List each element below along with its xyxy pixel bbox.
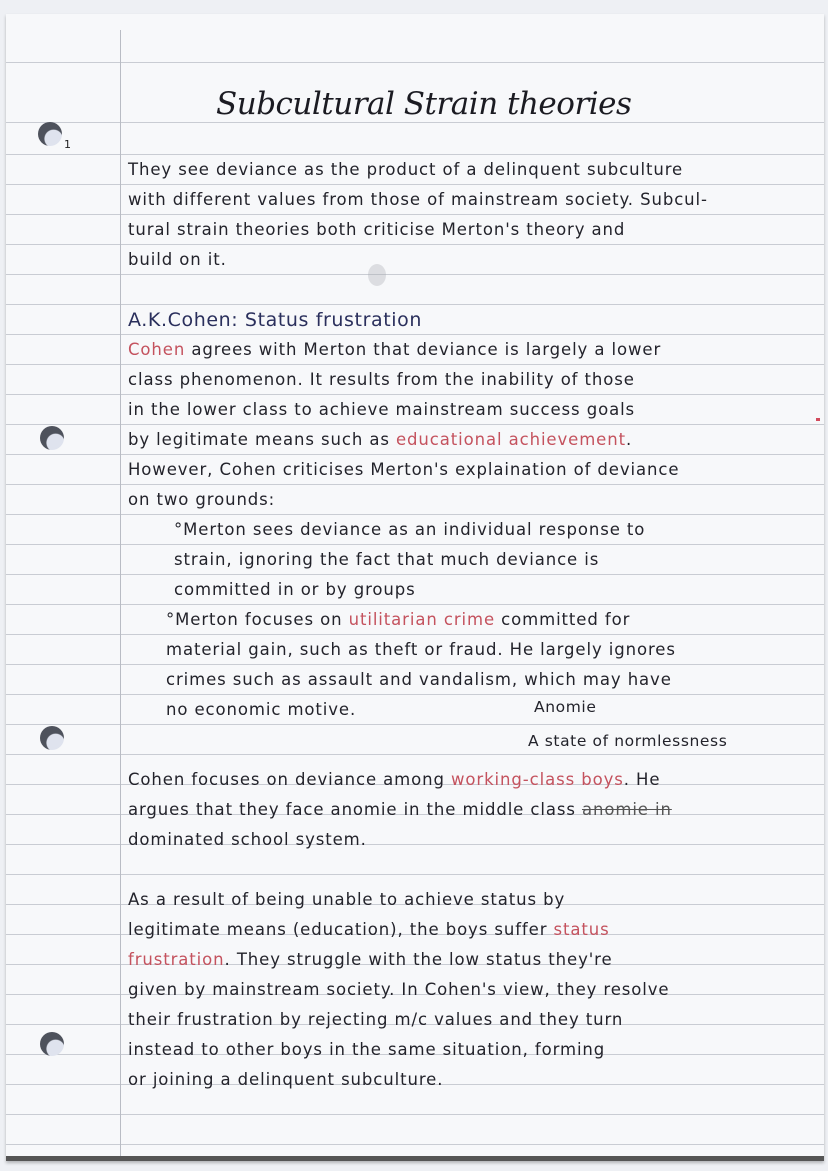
ruled-line <box>6 544 824 545</box>
paragraph-line <box>128 340 806 360</box>
ruled-line <box>6 694 824 695</box>
bullet-1-line: strain, ignoring the fact that much deviance is <box>174 550 600 569</box>
ruled-line <box>6 364 824 365</box>
notebook-page <box>6 14 824 1161</box>
bullet-1-line: committed in or by groups <box>174 580 416 599</box>
ruled-line <box>6 184 824 185</box>
side-note-definition: A state of normlessness <box>528 732 728 750</box>
ruled-line <box>6 154 824 155</box>
ruled-line <box>6 244 824 245</box>
paragraph-line <box>128 430 806 450</box>
text: by legitimate means such as <box>128 430 396 449</box>
paragraph-line: in the lower class to achieve mainstream success goals <box>128 400 636 419</box>
hole-label: 1 <box>64 138 71 151</box>
ruled-line <box>6 214 824 215</box>
paragraph-line: their frustration by rejecting m/c values and they turn <box>128 1010 624 1029</box>
paragraph-line: As a result of being unable to achieve status by <box>128 890 566 909</box>
side-note-term: Anomie <box>534 698 597 716</box>
text: legitimate means (education), the boys suffer <box>128 920 554 939</box>
ruled-line <box>6 724 824 725</box>
section-heading: A.K.Cohen: Status frustration <box>128 309 423 331</box>
ruled-line <box>6 394 824 395</box>
red-mark <box>816 418 820 421</box>
text: Cohen focuses on deviance among <box>128 770 452 789</box>
struck-text: anomie in <box>581 800 672 819</box>
punch-hole-icon <box>40 426 64 450</box>
punch-hole-icon <box>40 1032 64 1056</box>
ruled-line <box>6 514 824 515</box>
page-title: Subcultural Strain theories <box>216 86 632 122</box>
ruled-line <box>6 274 824 275</box>
ruled-line <box>6 334 824 335</box>
text: agrees with Merton that deviance is largely a lower <box>185 340 662 359</box>
paragraph-line <box>128 770 806 790</box>
bullet-2-line <box>166 610 806 630</box>
highlight-working-class-boys: working-class boys <box>451 770 624 789</box>
intro-line: build on it. <box>128 250 227 269</box>
text: committed for <box>495 610 631 629</box>
highlight-utilitarian-crime: utilitarian crime <box>348 610 496 629</box>
ruled-line <box>6 424 824 425</box>
text: argues that they face anomie in the middle class <box>128 800 582 819</box>
ruled-line <box>6 664 824 665</box>
ruled-line <box>6 604 824 605</box>
ruled-line <box>6 1114 824 1115</box>
paragraph-line: given by mainstream society. In Cohen's view, they resolve <box>128 980 670 999</box>
text: . <box>625 430 633 449</box>
ruled-line <box>6 634 824 635</box>
text: . He <box>623 770 661 789</box>
ruled-line <box>6 62 824 63</box>
intro-line: with different values from those of mainstream society. Subcul- <box>128 190 708 209</box>
paragraph-line: on two grounds: <box>128 490 276 509</box>
ruled-line <box>6 122 824 123</box>
paragraph-line <box>128 920 806 940</box>
paragraph-line: class phenomenon. It results from the inability of those <box>128 370 635 389</box>
ruled-line <box>6 1144 824 1145</box>
punch-hole-icon <box>38 122 62 146</box>
ruled-line <box>6 574 824 575</box>
highlight-status: status <box>553 920 610 939</box>
intro-line: tural strain theories both criticise Merton's theory and <box>128 220 626 239</box>
bullet-1-line: °Merton sees deviance as an individual response to <box>174 520 646 539</box>
paragraph-line: However, Cohen criticises Merton's explaination of deviance <box>128 460 680 479</box>
ruled-line <box>6 874 824 875</box>
highlight-frustration: frustration <box>128 950 225 969</box>
paragraph-line: or joining a delinquent subculture. <box>128 1070 444 1089</box>
highlight-cohen: Cohen <box>128 340 186 359</box>
ruled-line <box>6 754 824 755</box>
bullet-2-line: no economic motive. <box>166 700 357 719</box>
punch-hole-icon <box>40 726 64 750</box>
intro-line: They see deviance as the product of a delinquent subculture <box>128 160 684 179</box>
paragraph-line <box>128 800 806 820</box>
bullet-2-line: crimes such as assault and vandalism, which may have <box>166 670 672 689</box>
paragraph-line: instead to other boys in the same situation, forming <box>128 1040 606 1059</box>
bullet-2-line: material gain, such as theft or fraud. He largely ignores <box>166 640 676 659</box>
text: . They struggle with the low status they're <box>224 950 613 969</box>
text: °Merton focuses on <box>166 610 349 629</box>
ruled-line <box>6 454 824 455</box>
margin-line <box>120 30 121 1156</box>
paragraph-line <box>128 950 806 970</box>
highlight-educational-achievement: educational achievement <box>396 430 626 449</box>
ruled-line <box>6 484 824 485</box>
ruled-line <box>6 304 824 305</box>
paragraph-line: dominated school system. <box>128 830 367 849</box>
